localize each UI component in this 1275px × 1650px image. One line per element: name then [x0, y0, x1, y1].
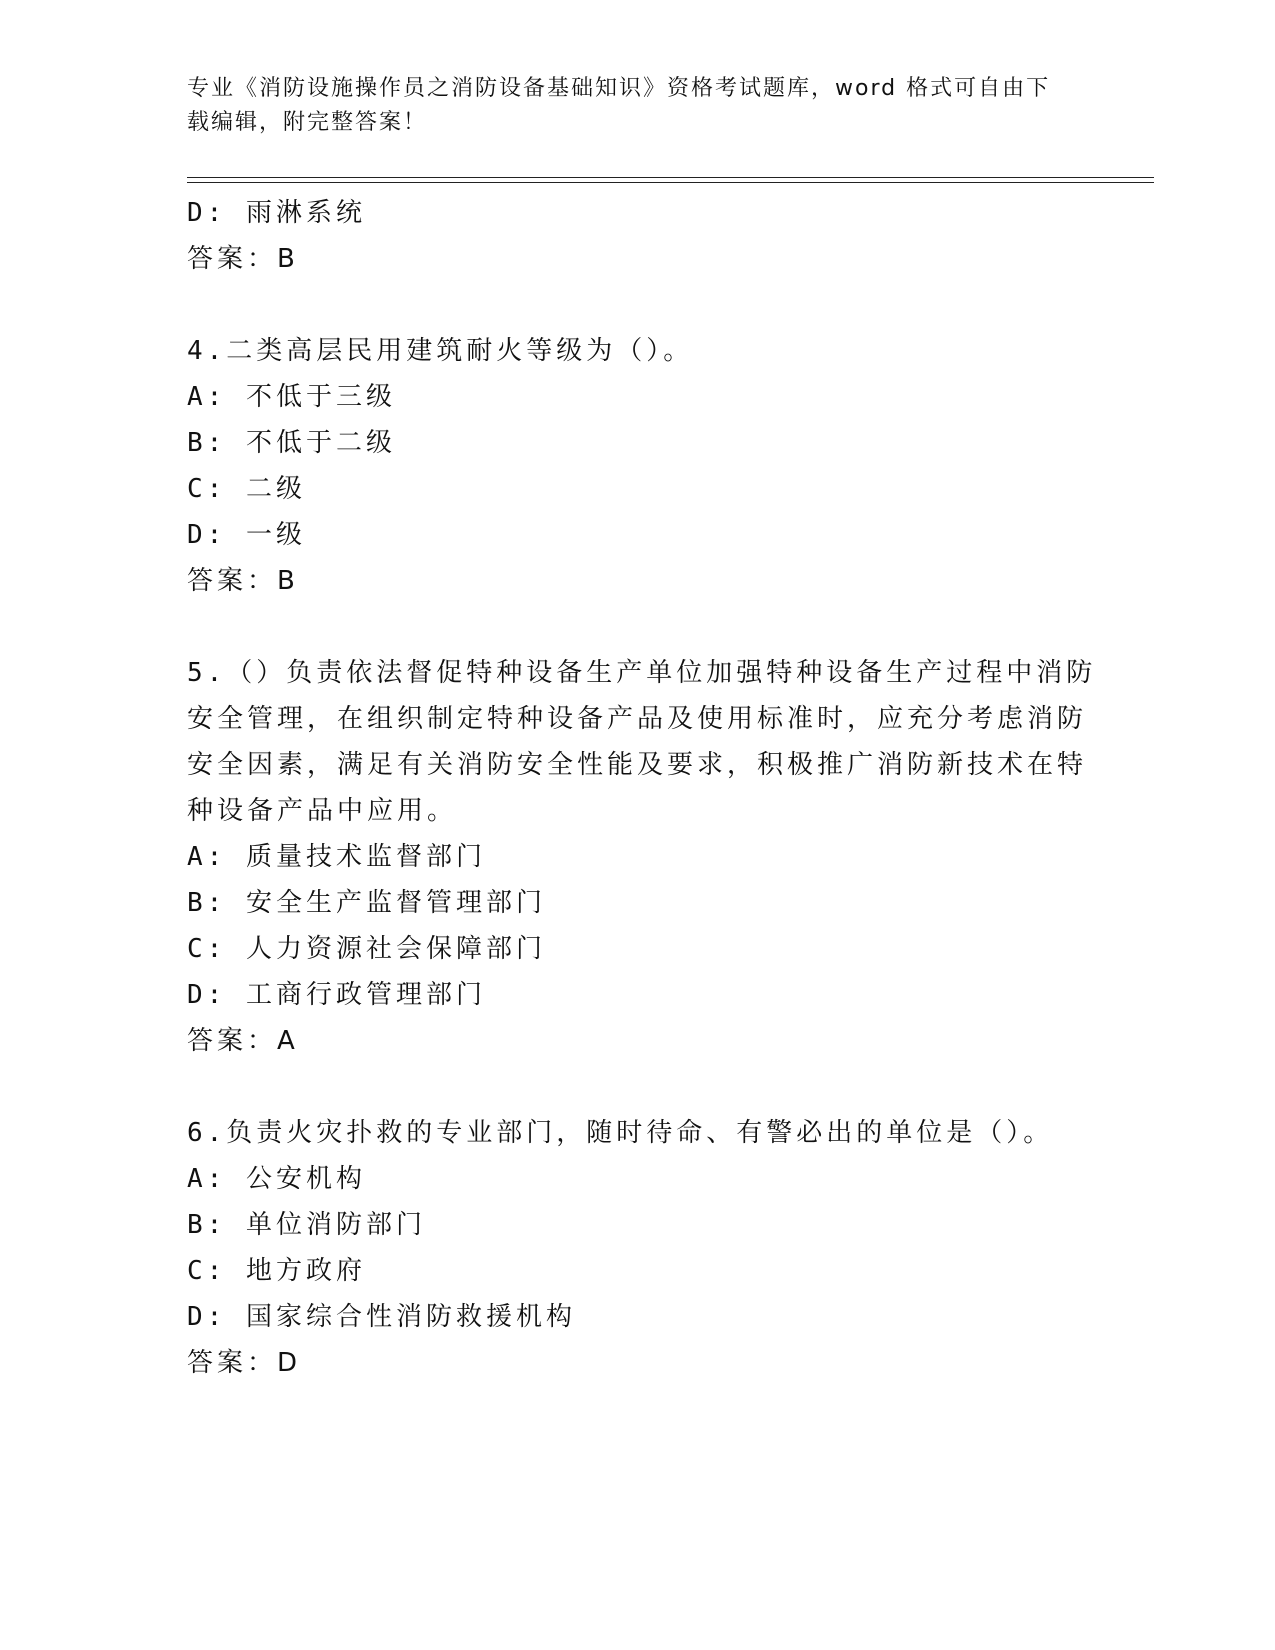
document-header — [187, 72, 1067, 140]
option-c: C: 二级 — [187, 474, 306, 504]
question-stem-line-4: 种设备产品中应用。 — [187, 796, 458, 826]
spacer — [187, 604, 1067, 650]
option-d: D: 一级 — [187, 520, 306, 550]
question-stem-line-3: 安全因素，满足有关消防安全性能及要求，积极推广消防新技术在特 — [187, 750, 1088, 780]
question-stem-line-1: 5.（）负责依法督促特种设备生产单位加强特种设备生产过程中消防 — [187, 658, 1097, 688]
option-c: C: 人力资源社会保障部门 — [187, 934, 546, 964]
spacer — [187, 282, 1067, 328]
answer: 答案：B — [187, 244, 299, 274]
answer: 答案：B — [187, 566, 299, 596]
option-d: D: 雨淋系统 — [187, 198, 366, 228]
option-d: D: 国家综合性消防救援机构 — [187, 1302, 576, 1332]
answer: 答案：D — [187, 1348, 302, 1378]
question-4 — [187, 328, 1067, 604]
spacer — [187, 1064, 1067, 1110]
question-list — [187, 190, 1097, 1386]
option-b: B: 不低于二级 — [187, 428, 396, 458]
option-a: A: 公安机构 — [187, 1164, 366, 1194]
option-b: B: 单位消防部门 — [187, 1210, 426, 1240]
header-divider-top — [187, 177, 1154, 178]
header-divider-bottom — [187, 182, 1154, 183]
question-stem: 6.负责火灾扑救的专业部门，随时待命、有警必出的单位是（）。 — [187, 1118, 1054, 1148]
question-stem: 4.二类高层民用建筑耐火等级为（）。 — [187, 336, 694, 366]
option-d: D: 工商行政管理部门 — [187, 980, 486, 1010]
option-b: B: 安全生产监督管理部门 — [187, 888, 546, 918]
option-a: A: 不低于三级 — [187, 382, 396, 412]
question-3-tail — [187, 190, 1067, 282]
option-a: A: 质量技术监督部门 — [187, 842, 486, 872]
question-6 — [187, 1110, 1067, 1386]
answer: 答案：A — [187, 1026, 299, 1056]
question-stem-line-2: 安全管理，在组织制定特种设备产品及使用标准时，应充分考虑消防 — [187, 704, 1088, 734]
header-line-2: 载编辑，附完整答案！ — [187, 110, 428, 135]
header-line-1: 专业《消防设施操作员之消防设备基础知识》资格考试题库，word 格式可自由下 — [187, 76, 1051, 101]
question-5 — [187, 650, 1097, 1064]
option-c: C: 地方政府 — [187, 1256, 366, 1286]
